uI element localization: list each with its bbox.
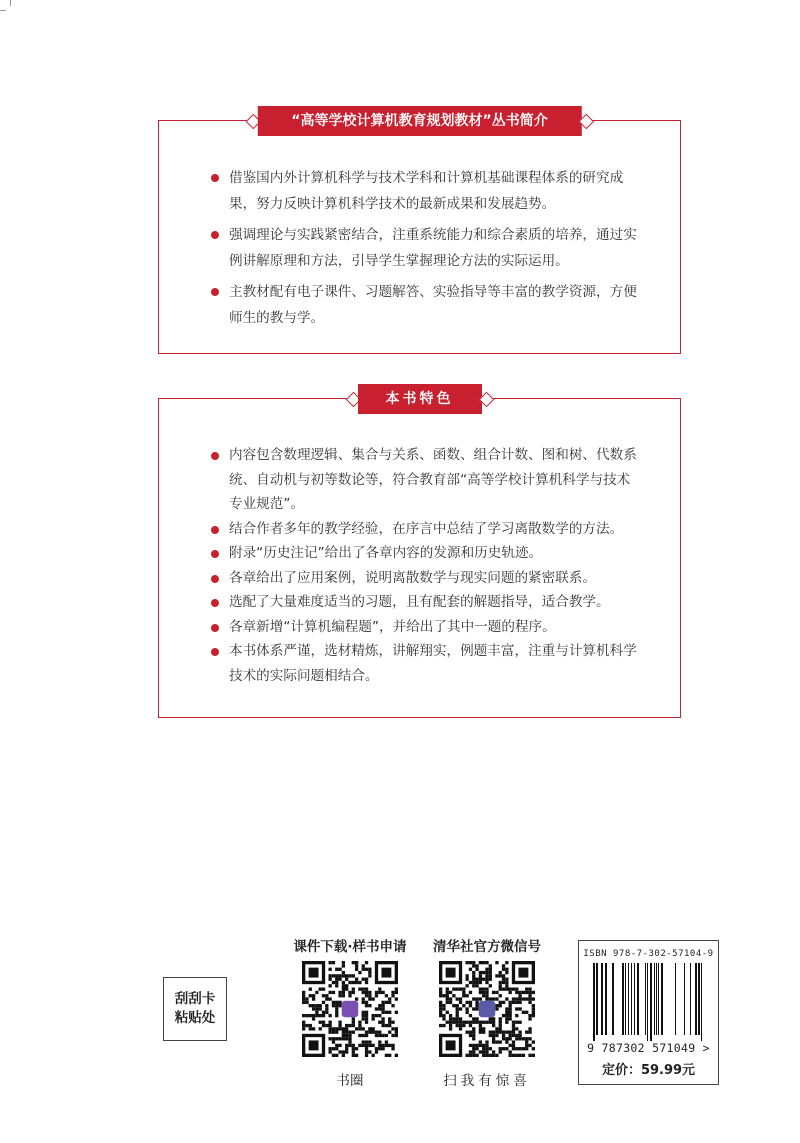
banner-cap [257,106,267,136]
series-intro-list [211,165,642,336]
list-item-text: 本书体系严谨，选材精炼，讲解翔实，例题丰富，注重与计算机科学技术的实际问题相结合。 [229,643,637,684]
list-item [211,279,642,331]
list-item-text: 附录“历史注记”给出了各章内容的发源和历史轨迹。 [229,545,543,561]
qr-title: 课件下载·样书申请 [293,939,407,955]
bullet-icon [211,599,219,607]
series-intro-banner [263,106,575,136]
features-box [158,391,681,718]
list-item-text: 结合作者多年的教学经验，在序言中总结了学习离散数学的方法。 [229,520,624,537]
scratch-card-area [163,977,227,1041]
list-item-text: 选配了大量难度适当的习题，且有配套的解题指导，适合教学。 [229,594,610,610]
isbn-text: ISBN 978-7-302-57104-9 [583,949,714,959]
features-list [211,443,642,688]
features-title: 本书特色 [385,391,454,407]
bullet-icon [211,174,219,182]
qr-caption: 书圈 [336,1073,364,1089]
crop-mark [0,10,6,11]
bullet-icon [211,452,219,460]
list-item-text: 强调理论与实践紧密结合，注重系统能力和综合素质的培养，通过实例讲解原理和方法，引导学生掌握理论方法的实际运用。 [229,227,637,269]
list-item [211,222,642,274]
bullet-icon [211,575,219,583]
sticker-line2: 粘贴处 [174,1010,216,1026]
crop-mark [10,0,11,6]
series-intro-title: “高等学校计算机教育规划教材”丛书简介 [291,113,548,129]
qr-caption: 扫我有惊喜 [443,1073,531,1089]
bullet-icon [211,648,219,656]
price-label: 定价：59.99元 [601,1063,696,1078]
bullet-icon [211,288,219,296]
bullet-icon [211,526,219,534]
list-item-text: 各章给出了应用案例，说明离散数学与现实问题的紧密联系。 [229,569,597,586]
list-item [211,165,642,217]
list-item [211,541,642,566]
qr-block-wechat [422,935,552,1089]
list-item [211,615,642,640]
list-item-text: 内容包含数理逻辑、集合与关系、函数、组合计数、图和树、代数系统、自动机与初等数论等，符合教育部“高等学校计算机科学与技术专业规范”。 [229,447,637,512]
list-item [211,639,642,688]
qr-code-icon[interactable] [439,961,535,1057]
list-item-text: 主教材配有电子课件、习题解答、实验指导等丰富的教学资源，方便师生的教与学。 [229,284,637,326]
qr-code-icon[interactable] [302,961,398,1057]
list-item-text: 各章新增“计算机编程题”，并给出了其中一题的程序。 [229,618,556,635]
list-item [211,443,642,517]
barcode-digits: 9 787302 571049 > [587,1041,710,1055]
qr-block-download [290,935,410,1089]
bullet-icon [211,550,219,558]
bullet-icon [211,624,219,632]
list-item [211,590,642,615]
list-item-text: 借鉴国内外计算机科学与技术学科和计算机基础课程体系的研究成果，努力反映计算机科学技术的最新成果和发展趋势。 [229,170,624,212]
banner-cap [358,384,368,414]
barcode-icon [591,963,707,1041]
bullet-icon [211,231,219,239]
list-item [211,517,642,542]
list-item [211,566,642,591]
features-banner [364,384,476,414]
qr-title: 清华社官方微信号 [433,939,541,955]
sticker-line1: 刮刮卡 [174,991,216,1007]
barcode-box [578,940,719,1085]
series-intro-box [158,113,681,354]
